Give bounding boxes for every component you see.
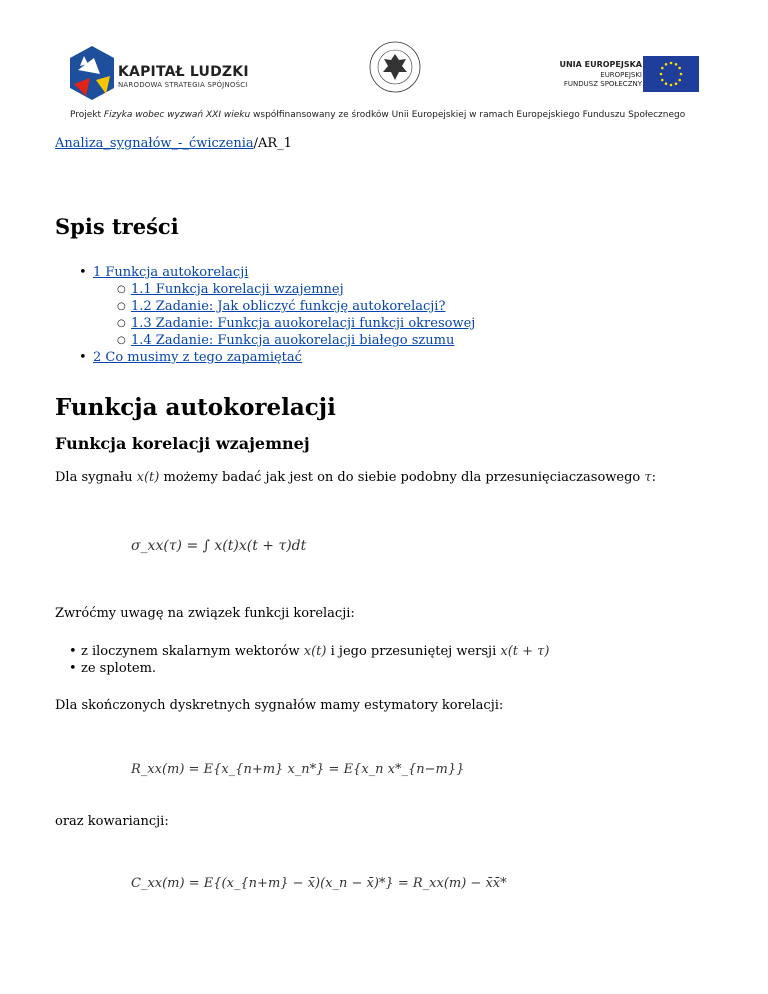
breadcrumb — [55, 136, 292, 151]
kapital-ludzki-subtitle: NARODOWA STRATEGIA SPÓJNOŚCI — [118, 81, 248, 89]
ue-fund-line-2: FUNDUSZ SPOŁECZNY — [563, 80, 642, 88]
toc-link[interactable]: 1 Funkcja autokorelacji — [93, 265, 249, 280]
paragraph-2: Zwróćmy uwagę na związek funkcji korelacji: — [55, 606, 355, 621]
toc-item — [79, 349, 475, 366]
bullet-2: • ze splotem. — [81, 661, 156, 676]
project-prefix: Projekt — [70, 110, 104, 120]
toc-link[interactable]: 1.4 Zadanie: Funkcja auokorelacji białego szumu — [131, 333, 455, 348]
toc-link[interactable]: 1.1 Funkcja korelacji wzajemnej — [131, 282, 344, 297]
b1-text-b: i jego przesuniętej wersji — [326, 644, 501, 659]
math-x-t-tau: x(t + τ) — [500, 644, 550, 659]
formula-covariance-estimator: C_xx(m) = E{(x_{n+m} − x̄)(x_n − x̄)*} = R_xx(m) − x̄x̄* — [131, 876, 507, 891]
toc-link[interactable]: 1.3 Zadanie: Funkcja auokorelacji funkcji okresowej — [131, 316, 476, 331]
math-tau: τ — [644, 470, 652, 485]
toc-link[interactable]: 2 Co musimy z tego zapamiętać — [93, 350, 302, 365]
kapital-ludzki-logo — [68, 44, 116, 102]
toc-item — [117, 332, 475, 349]
b1-text-a: z iloczynem skalarnym wektorów — [81, 644, 304, 659]
toc-title: Spis treści — [55, 214, 179, 239]
ue-fund-line-1: EUROPEJSKI — [600, 71, 642, 79]
university-seal-icon — [368, 40, 422, 94]
section-heading: Funkcja autokorelacji — [55, 394, 336, 421]
ue-title: UNIA EUROPEJSKA — [559, 60, 642, 69]
formula-correlation-estimator: R_xx(m) = E{x_{n+m} x_n*} = E{x_n x*_{n−m}} — [131, 762, 465, 777]
toc-item — [79, 264, 475, 349]
breadcrumb-link[interactable]: Analiza_sygnałów_-_ćwiczenia — [55, 136, 254, 151]
table-of-contents — [79, 264, 475, 366]
formula-cross-correlation: σ_xx(τ) = ∫ x(t)x(t + τ)dt — [131, 538, 307, 554]
math-x-t: x(t) — [136, 470, 160, 485]
project-suffix: współfinansowany ze środków Unii Europejskiej w ramach Europejskiego Funduszu Społecznego — [250, 110, 686, 120]
project-name: Fizyka wobec wyzwań XXI wieku — [103, 110, 251, 120]
toc-item — [117, 315, 475, 332]
toc-item — [117, 298, 475, 315]
bullet-1 — [81, 644, 549, 659]
eu-flag-icon — [643, 56, 699, 92]
paragraph-1 — [55, 470, 656, 485]
toc-item — [117, 281, 475, 298]
toc-link[interactable]: 1.2 Zadanie: Jak obliczyć funkcję autokorelacji? — [131, 299, 446, 314]
paragraph-3: Dla skończonych dyskretnych sygnałów mamy estymatory korelacji: — [55, 698, 504, 713]
p1-text-b: możemy badać jak jest on do siebie podobny dla przesunięciaczasowego — [159, 470, 645, 485]
math-x-t-2: x(t) — [303, 644, 327, 659]
breadcrumb-rest: /AR_1 — [253, 136, 292, 151]
page-header — [0, 0, 768, 130]
p1-text-a: Dla sygnału — [55, 470, 137, 485]
kapital-ludzki-title: KAPITAŁ LUDZKI — [118, 64, 249, 80]
p1-text-c: : — [651, 470, 656, 485]
paragraph-4: oraz kowariancji: — [55, 814, 169, 829]
project-funding-line — [70, 110, 685, 120]
subsection-heading: Funkcja korelacji wzajemnej — [55, 434, 310, 453]
